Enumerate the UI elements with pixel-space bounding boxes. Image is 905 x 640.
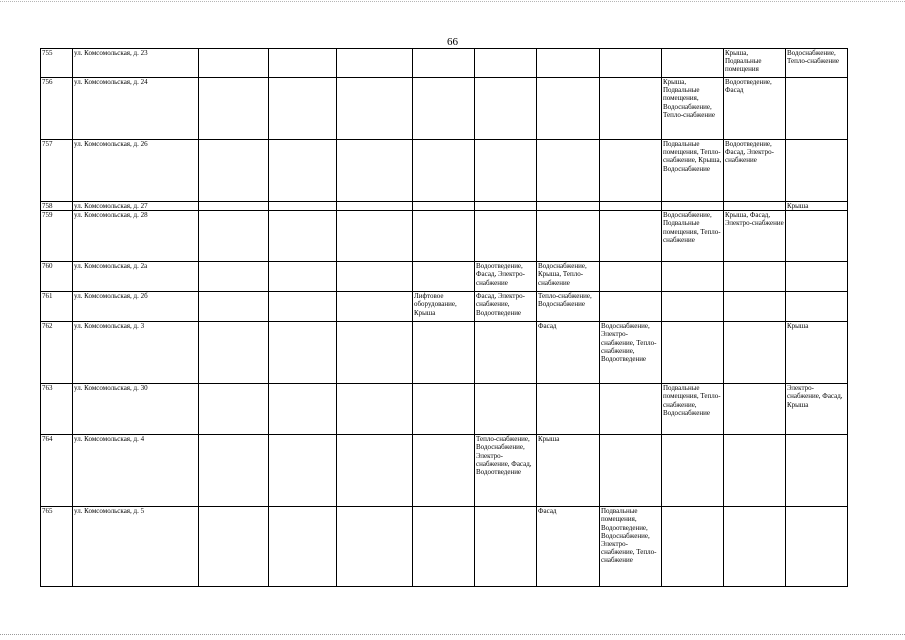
work-cell (537, 384, 600, 435)
work-cell (662, 262, 724, 292)
work-cell: Крыша (786, 322, 848, 384)
row-address: ул. Комсомольская, д. 26 (73, 140, 199, 202)
work-cell (199, 262, 269, 292)
row-number: 759 (41, 211, 73, 262)
work-cell (537, 202, 600, 211)
work-cell (337, 384, 413, 435)
work-cell (413, 49, 475, 78)
work-cell: Фасад (537, 322, 600, 384)
work-cell (537, 78, 600, 140)
work-cell (337, 140, 413, 202)
work-cell (269, 507, 337, 587)
work-cell (413, 435, 475, 507)
work-cell (475, 49, 537, 78)
row-address: ул. Комсомольская, д. 2а (73, 262, 199, 292)
work-cell: Крыша, Подвальные помещения, Водоснабжение, Тепло-снабжение (662, 78, 724, 140)
work-cell (199, 49, 269, 78)
table-row (41, 262, 848, 292)
work-cell (786, 292, 848, 322)
row-number: 761 (41, 292, 73, 322)
work-cell (413, 262, 475, 292)
work-cell (475, 202, 537, 211)
work-cell (413, 507, 475, 587)
work-cell (337, 292, 413, 322)
work-cell (269, 49, 337, 78)
row-number: 757 (41, 140, 73, 202)
work-cell (413, 78, 475, 140)
work-cell (413, 211, 475, 262)
work-cell (724, 435, 786, 507)
work-cell (413, 384, 475, 435)
page-number: 66 (447, 36, 458, 48)
work-cell (269, 140, 337, 202)
work-cell (662, 202, 724, 211)
work-cell (199, 140, 269, 202)
work-cell: Водоснабжение, Тепло-снабжение (786, 49, 848, 78)
work-cell (337, 507, 413, 587)
work-cell (337, 435, 413, 507)
work-cell (337, 202, 413, 211)
table-row (41, 140, 848, 202)
work-cell (199, 202, 269, 211)
table-row (41, 292, 848, 322)
work-cell: Лифтовое оборудование, Крыша (413, 292, 475, 322)
work-cell (724, 262, 786, 292)
work-cell (537, 211, 600, 262)
work-cell: Тепло-снабжение, Водоснабжение, Электро-снабжение, Фасад, Водоотведение (475, 435, 537, 507)
work-cell: Крыша (537, 435, 600, 507)
work-cell (269, 292, 337, 322)
work-cell: Фасад (537, 507, 600, 587)
row-address: ул. Комсомольская, д. 3 (73, 322, 199, 384)
row-address: ул. Комсомольская, д. 4 (73, 435, 199, 507)
work-cell (600, 292, 662, 322)
work-cell (662, 507, 724, 587)
work-cell (413, 322, 475, 384)
row-number: 764 (41, 435, 73, 507)
row-address: ул. Комсомольская, д. 24 (73, 78, 199, 140)
work-cell: Подвальные помещения, Тепло-снабжение, Крыша, Водоснабжение (662, 140, 724, 202)
table-row (41, 78, 848, 140)
work-cell (662, 435, 724, 507)
work-cell (786, 435, 848, 507)
work-cell (600, 262, 662, 292)
work-cell (786, 507, 848, 587)
work-cell (724, 322, 786, 384)
row-number: 758 (41, 202, 73, 211)
work-cell (662, 49, 724, 78)
work-cell (662, 322, 724, 384)
work-cell (199, 78, 269, 140)
work-cell (337, 211, 413, 262)
work-cell (724, 202, 786, 211)
work-cell (199, 507, 269, 587)
row-address: ул. Комсомольская, д. 5 (73, 507, 199, 587)
work-cell: Подвальные помещения, Тепло-снабжение, Водоснабжение (662, 384, 724, 435)
work-cell (199, 384, 269, 435)
row-address: ул. Комсомольская, д. 30 (73, 384, 199, 435)
row-number: 756 (41, 78, 73, 140)
work-cell: Водоснабжение, Электро-снабжение, Тепло-снабжение, Водоотведение (600, 322, 662, 384)
row-address: ул. Комсомольская, д. 28 (73, 211, 199, 262)
work-cell (337, 262, 413, 292)
work-cell (269, 78, 337, 140)
work-cell (786, 211, 848, 262)
row-number: 760 (41, 262, 73, 292)
work-cell: Водоснабжение, Подвальные помещения, Тепло-снабжение (662, 211, 724, 262)
work-cell (269, 202, 337, 211)
work-cell: Фасад, Электро-снабжение, Водоотведение (475, 292, 537, 322)
scan-edge-bottom (0, 634, 905, 635)
work-cell (600, 435, 662, 507)
work-cell (199, 435, 269, 507)
work-cell: Водоотведение, Фасад, Электро-снабжение (475, 262, 537, 292)
work-cell (600, 78, 662, 140)
work-cell: Тепло-снабжение, Водоснабжение (537, 292, 600, 322)
work-cell (786, 262, 848, 292)
work-cell (537, 49, 600, 78)
table-row (41, 435, 848, 507)
scan-edge-top (0, 1, 905, 2)
work-cell: Подвальные помещения, Водоотведение, Водоснабжение, Электро-снабжение, Тепло-снабжение (600, 507, 662, 587)
work-cell (786, 140, 848, 202)
work-cell: Водоснабжение, Крыша, Тепло-снабжение (537, 262, 600, 292)
work-cell (600, 384, 662, 435)
work-cell (600, 211, 662, 262)
table-row (41, 322, 848, 384)
table-row (41, 507, 848, 587)
work-cell (600, 140, 662, 202)
work-cell (537, 140, 600, 202)
work-cell (413, 140, 475, 202)
row-number: 755 (41, 49, 73, 78)
work-cell (269, 211, 337, 262)
work-cell (475, 78, 537, 140)
work-cell (724, 507, 786, 587)
row-address: ул. Комсомольская, д. 27 (73, 202, 199, 211)
work-cell: Электро-снабжение, Фасад, Крыша (786, 384, 848, 435)
work-cell (475, 384, 537, 435)
table-row (41, 211, 848, 262)
work-cell (475, 507, 537, 587)
work-cell: Крыша, Фасад, Электро-снабжение (724, 211, 786, 262)
work-cell: Крыша (786, 202, 848, 211)
work-cell (475, 140, 537, 202)
work-cell (269, 435, 337, 507)
table-row (41, 384, 848, 435)
work-cell (600, 49, 662, 78)
work-cell (269, 384, 337, 435)
work-cell: Водоотведение, Фасад (724, 78, 786, 140)
work-cell (413, 202, 475, 211)
work-cell: Крыша, Подвальные помещения (724, 49, 786, 78)
work-cell (786, 78, 848, 140)
row-number: 763 (41, 384, 73, 435)
work-cell (269, 262, 337, 292)
work-cell (337, 49, 413, 78)
work-cell (475, 322, 537, 384)
row-address: ул. Комсомольская, д. 2б (73, 292, 199, 322)
work-cell (199, 211, 269, 262)
table-row (41, 49, 848, 78)
work-cell (199, 292, 269, 322)
work-cell (337, 322, 413, 384)
repair-schedule-table (40, 48, 848, 587)
work-cell: Водоотведение, Фасад, Электро-снабжение (724, 140, 786, 202)
row-number: 765 (41, 507, 73, 587)
work-cell (199, 322, 269, 384)
work-cell (600, 202, 662, 211)
work-cell (662, 292, 724, 322)
work-cell (269, 322, 337, 384)
row-address: ул. Комсомольская, д. 23 (73, 49, 199, 78)
table-row (41, 202, 848, 211)
table-body (41, 49, 848, 587)
row-number: 762 (41, 322, 73, 384)
work-cell (475, 211, 537, 262)
work-cell (724, 384, 786, 435)
work-cell (337, 78, 413, 140)
work-cell (724, 292, 786, 322)
